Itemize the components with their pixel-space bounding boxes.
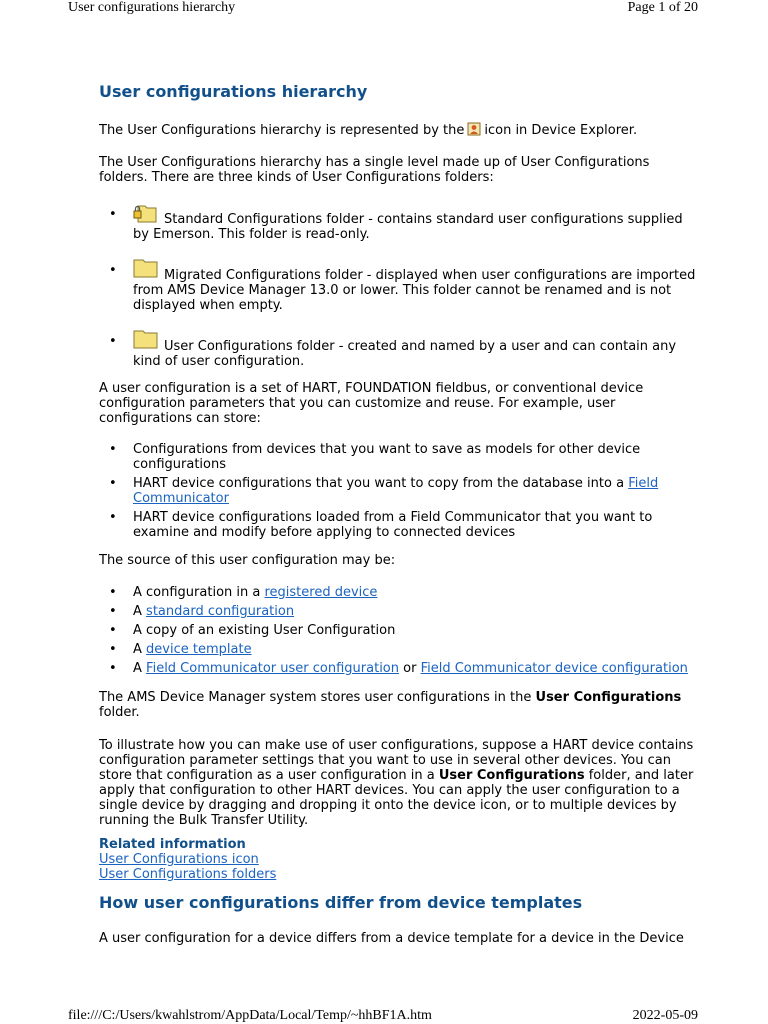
stored-configurations-list [99,442,699,540]
storage-paragraph: The AMS Device Manager system stores user configurations in the User Configurations folder. [99,690,682,720]
folder-description: Migrated Configurations folder - displayed when user configurations are imported from AMS Device Manager 13.0 or lower. This folder cannot be renamed and is not displayed when empty. [133,268,696,313]
field-communicator-link[interactable]: Field Communicator [133,476,659,506]
field-communicator-user-configuration-link[interactable]: Field Communicator user configuration [146,661,399,676]
list-item: • HART device configurations loaded from a Field Communicator that you want to examine and modify before applying to connected devices [99,510,699,540]
page-header-number: Page 1 of 20 [627,0,698,15]
intro-text-before: The User Configurations hierarchy is represented by the [99,123,465,138]
section-title: User configurations hierarchy [99,82,368,101]
folder-icon [133,263,159,281]
device-template-link[interactable]: device template [146,642,252,657]
folder-kinds-list [99,207,699,369]
device-template-difference-paragraph: A user configuration for a device differs from a device template for a device in the Device [99,931,684,946]
list-item: • A standard configuration [99,604,699,619]
user-configurations-icon [467,122,481,136]
illustration-paragraph: To illustrate how you can make use of user configurations, suppose a HART device contains configuration parameter settings that you want to use in several other devices. You can store that configuration as a user configuration in a User Configurations folder, and later apply that configuration to other HART devices. You can apply the user configuration to a single device by dragging and dropping it onto the device icon, or to multiple devices by running the Bulk Transfer Utility. [99,738,694,828]
standard-configuration-link[interactable]: standard configuration [146,604,295,619]
list-item: • Configurations from devices that you want to save as models for other device configurations [99,442,699,472]
list-item: • A Field Communicator user configuration or Field Communicator device configuration [99,661,699,676]
locked-folder-icon [133,207,159,225]
list-item [99,263,699,313]
list-item [99,334,699,369]
folder-description: User Configurations folder - created and named by a user and can contain any kind of user configuration. [133,339,677,369]
list-item: • HART device configurations that you want to copy from the database into a Field Communicator [99,476,699,506]
list-item: • A copy of an existing User Configuration [99,623,699,638]
intro-paragraph [99,122,699,138]
list-item: • A device template [99,642,699,657]
section-title: How user configurations differ from device templates [99,893,583,912]
folders-intro-paragraph: The User Configurations hierarchy has a single level made up of User Configurations folders. There are three kinds of User Configurations folders: [99,155,650,185]
folder-description: Standard Configurations folder - contains standard user configurations supplied by Emerson. This folder is read-only. [133,212,683,242]
list-item: • A configuration in a registered device [99,585,699,600]
user-configurations-folders-link[interactable]: User Configurations folders [99,867,277,882]
related-information-heading: Related information [99,837,246,852]
field-communicator-device-configuration-link[interactable]: Field Communicator device configuration [420,661,688,676]
configuration-sources-list [99,585,699,676]
page-footer-date: 2022-05-09 [632,1008,698,1023]
source-intro-paragraph: The source of this user configuration may be: [99,553,396,568]
page-footer-path: file:///C:/Users/kwahlstrom/AppData/Local/Temp/~hhBF1A.htm [68,1008,432,1023]
intro-text-after: icon in Device Explorer. [484,123,638,138]
list-item [99,207,699,242]
page-header-title: User configurations hierarchy [68,0,236,15]
registered-device-link[interactable]: registered device [264,585,378,600]
user-configurations-icon-link[interactable]: User Configurations icon [99,852,259,867]
related-information [99,837,699,882]
folder-icon [133,334,159,352]
user-configuration-definition: A user configuration is a set of HART, FOUNDATION fieldbus, or conventional device configuration parameters that you can customize and reuse. For example, user configurations can store: [99,381,644,426]
